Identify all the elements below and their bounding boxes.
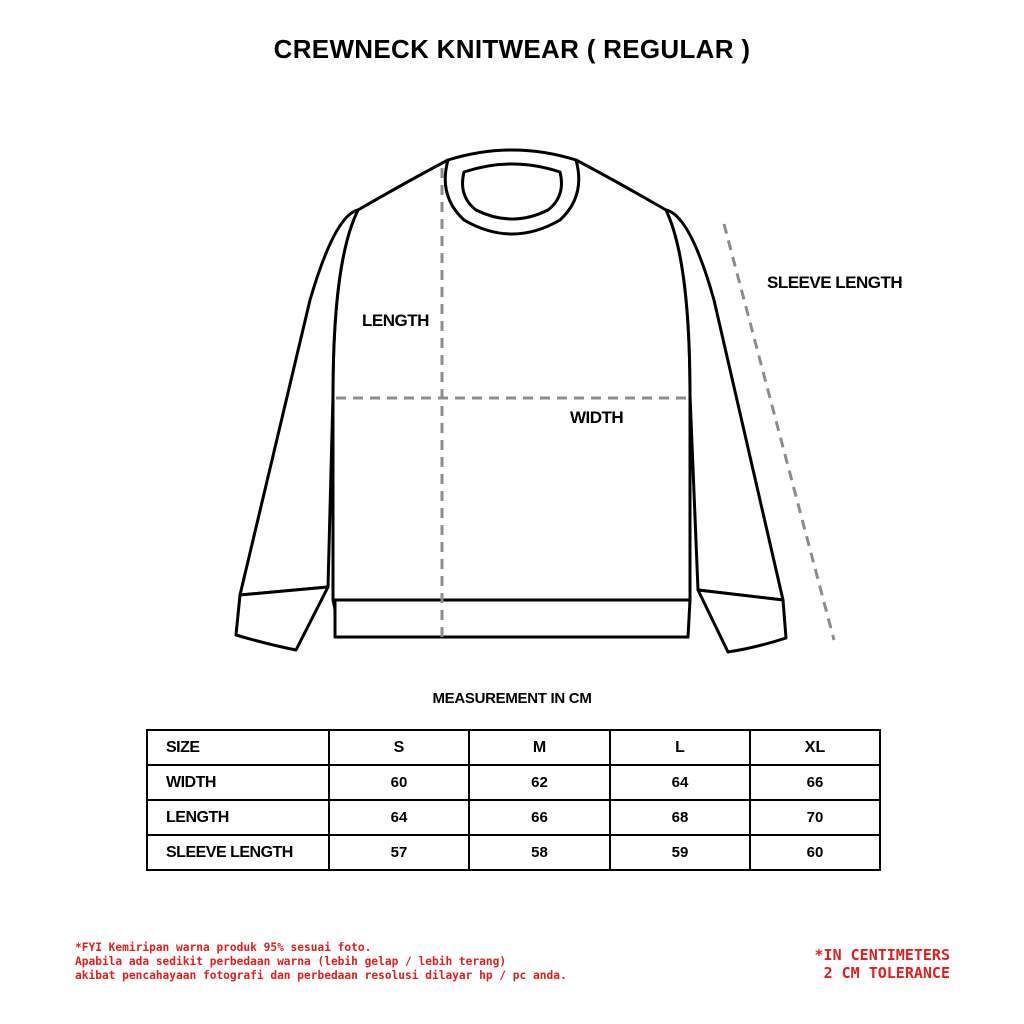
unit-tolerance-note bbox=[815, 946, 950, 982]
right-cuff bbox=[698, 590, 786, 652]
header-cell: M bbox=[469, 730, 610, 765]
hem-rib bbox=[335, 600, 690, 637]
table-cell: 66 bbox=[750, 765, 880, 800]
table-cell: 68 bbox=[610, 800, 750, 835]
header-cell: XL bbox=[750, 730, 880, 765]
header-cell: SIZE bbox=[147, 730, 329, 765]
table-cell: 57 bbox=[329, 835, 469, 870]
width-label: WIDTH bbox=[570, 408, 624, 427]
page-title: CREWNECK KNITWEAR ( REGULAR ) bbox=[273, 34, 751, 64]
disclaimer-line: akibat pencahayaan fotografi dan perbedaan resolusi dilayar hp / pc anda. bbox=[75, 969, 567, 982]
disclaimer-line: *FYI Kemiripan warna produk 95% sesuai foto. bbox=[75, 941, 372, 954]
size-chart-table bbox=[146, 729, 881, 871]
header-cell: L bbox=[610, 730, 750, 765]
table-row bbox=[147, 765, 880, 800]
table-cell: 60 bbox=[750, 835, 880, 870]
table-cell: 60 bbox=[329, 765, 469, 800]
table-row bbox=[147, 835, 880, 870]
table-cell: 59 bbox=[610, 835, 750, 870]
tolerance-note: 2 CM TOLERANCE bbox=[823, 964, 950, 982]
table-cell: 58 bbox=[469, 835, 610, 870]
row-label: LENGTH bbox=[147, 800, 329, 835]
table-cell: 64 bbox=[610, 765, 750, 800]
table-cell: 62 bbox=[469, 765, 610, 800]
table-cell: 70 bbox=[750, 800, 880, 835]
row-label: WIDTH bbox=[147, 765, 329, 800]
header-cell: S bbox=[329, 730, 469, 765]
row-label: SLEEVE LENGTH bbox=[147, 835, 329, 870]
color-disclaimer bbox=[75, 941, 567, 983]
collar-inner bbox=[463, 164, 562, 219]
table-row bbox=[147, 800, 880, 835]
sleeve-length-label: SLEEVE LENGTH bbox=[767, 273, 903, 292]
left-cuff bbox=[236, 587, 328, 650]
length-label: LENGTH bbox=[362, 311, 429, 330]
measurement-title: MEASUREMENT IN CM bbox=[432, 690, 592, 707]
table-cell: 66 bbox=[469, 800, 610, 835]
table-header-row bbox=[147, 730, 880, 765]
table-cell: 64 bbox=[329, 800, 469, 835]
unit-note: *IN CENTIMETERS bbox=[814, 946, 950, 964]
disclaimer-line: Apabila ada sedikit perbedaan warna (lebih gelap / lebih terang) bbox=[75, 955, 507, 968]
